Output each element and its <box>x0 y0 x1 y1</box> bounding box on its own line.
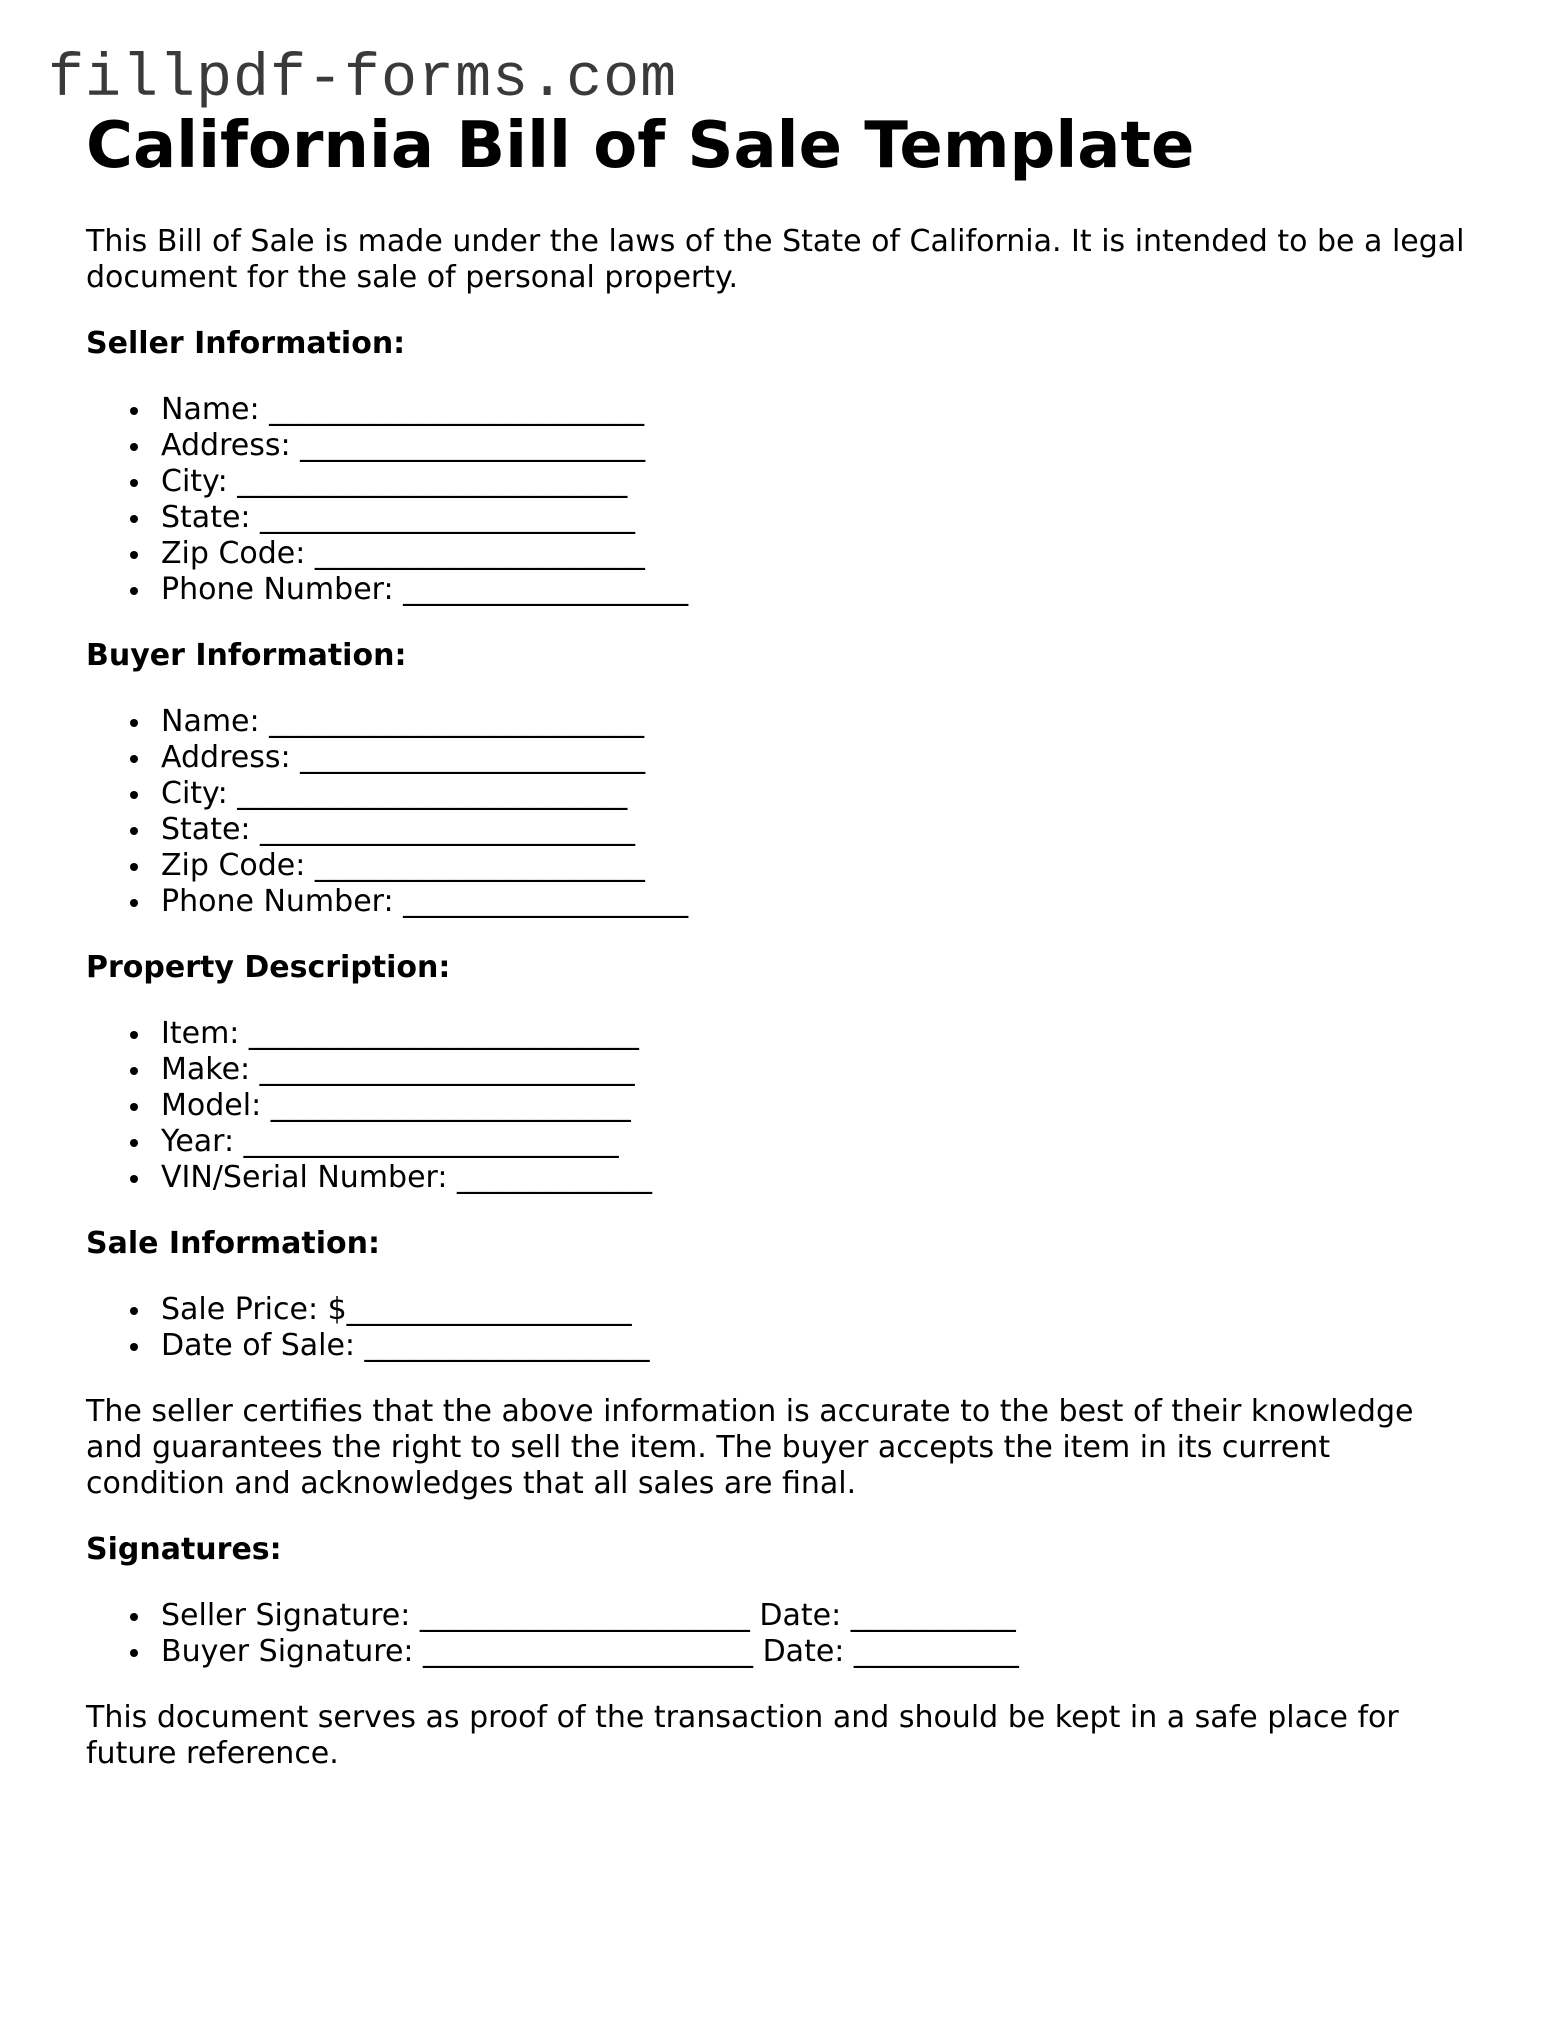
property-section-heading: Property Description: <box>86 950 451 985</box>
buyer-zip-field: Zip Code: ______________________ <box>161 848 1476 884</box>
buyer-address-field: Address: _______________________ <box>161 740 1476 776</box>
buyer-signature-field: Buyer Signature: ______________________ Date: ___________ <box>161 1634 1476 1670</box>
buyer-name-field: Name: _________________________ <box>161 704 1476 740</box>
property-model-field: Model: ________________________ <box>161 1088 1476 1124</box>
signatures-section-heading: Signatures: <box>86 1532 282 1567</box>
property-item-field: Item: __________________________ <box>161 1016 1476 1052</box>
sale-section-heading: Sale Information: <box>86 1226 380 1261</box>
sale-fields-list <box>86 1292 1476 1364</box>
property-make-field: Make: _________________________ <box>161 1052 1476 1088</box>
seller-fields-list <box>86 392 1476 608</box>
property-fields-list <box>86 1016 1476 1196</box>
seller-city-field: City: __________________________ <box>161 464 1476 500</box>
watermark: fillpdf-forms.com <box>48 46 678 114</box>
buyer-phone-field: Phone Number: ___________________ <box>161 884 1476 920</box>
property-vin-field: VIN/Serial Number: _____________ <box>161 1160 1476 1196</box>
buyer-section-heading: Buyer Information: <box>86 638 407 673</box>
seller-address-field: Address: _______________________ <box>161 428 1476 464</box>
buyer-fields-list <box>86 704 1476 920</box>
document-body <box>86 108 1476 1772</box>
certification-paragraph: The seller certifies that the above information is accurate to the best of their knowledge and guarantees the right to sell the item. The buyer accepts the item in its current condition and acknowledges that all sales are final. <box>86 1394 1414 1501</box>
sale-date-field: Date of Sale: ___________________ <box>161 1328 1476 1364</box>
seller-section-heading: Seller Information: <box>86 326 406 361</box>
intro-paragraph: This Bill of Sale is made under the laws of the State of California. It is intended to be a legal document for the sale of personal property. <box>86 224 1465 295</box>
seller-zip-field: Zip Code: ______________________ <box>161 536 1476 572</box>
seller-phone-field: Phone Number: ___________________ <box>161 572 1476 608</box>
buyer-state-field: State: _________________________ <box>161 812 1476 848</box>
closing-paragraph: This document serves as proof of the transaction and should be kept in a safe place for future reference. <box>86 1700 1399 1771</box>
document-title: California Bill of Sale Template <box>86 109 1195 183</box>
property-year-field: Year: _________________________ <box>161 1124 1476 1160</box>
sale-price-field: Sale Price: $___________________ <box>161 1292 1476 1328</box>
seller-state-field: State: _________________________ <box>161 500 1476 536</box>
seller-name-field: Name: _________________________ <box>161 392 1476 428</box>
signatures-fields-list <box>86 1598 1476 1670</box>
buyer-city-field: City: __________________________ <box>161 776 1476 812</box>
seller-signature-field: Seller Signature: ______________________ Date: ___________ <box>161 1598 1476 1634</box>
